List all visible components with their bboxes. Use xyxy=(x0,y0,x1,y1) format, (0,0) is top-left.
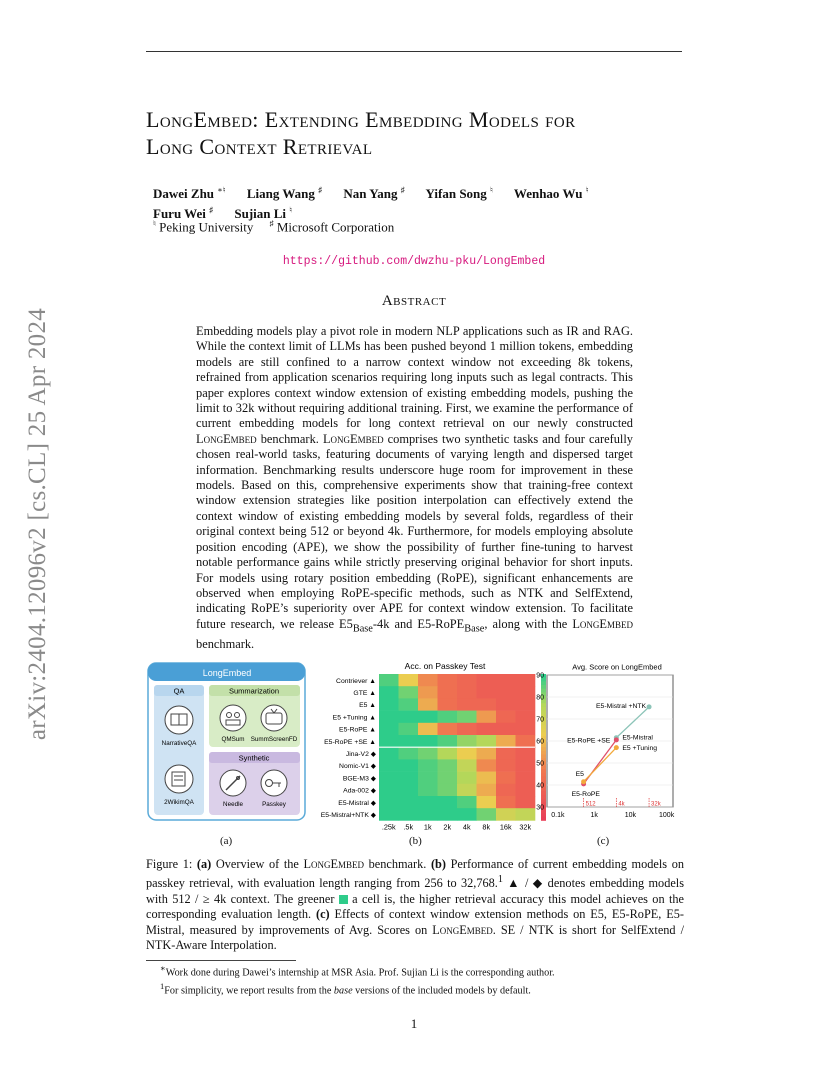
figure-1 xyxy=(147,660,687,850)
heatmap-cell xyxy=(457,759,477,772)
heatmap-cell xyxy=(438,784,458,797)
heatmap-cell xyxy=(418,698,438,711)
heatmap-cell xyxy=(399,796,419,809)
top-rule xyxy=(146,51,682,52)
heatmap-cell xyxy=(379,686,399,699)
author: Yifan Song ♮ xyxy=(425,186,493,202)
sub-label-a: (a) xyxy=(220,835,233,847)
task-label: SummScreenFD xyxy=(250,736,298,743)
heatmap-cell xyxy=(399,698,419,711)
heatmap-cell xyxy=(496,686,516,699)
heatmap-cell xyxy=(438,759,458,772)
series-end-point xyxy=(614,737,619,742)
footnote-rule xyxy=(146,960,296,961)
heatmap-cell xyxy=(438,711,458,724)
heatmap-cell xyxy=(379,674,399,687)
panel-c-scatter xyxy=(527,660,677,830)
heatmap-row-label: Nomic-V1 ◆ xyxy=(339,763,376,771)
heatmap-cell xyxy=(496,772,516,785)
heatmap-cell xyxy=(457,711,477,724)
window-marker-label: 32k xyxy=(651,801,661,808)
series-end-point xyxy=(614,745,619,750)
series-end-point xyxy=(647,704,652,709)
heatmap-cell xyxy=(496,711,516,724)
heatmap-cell xyxy=(438,674,458,687)
heatmap-col-label: 32k xyxy=(519,822,532,832)
heatmap-cell xyxy=(477,735,497,748)
y-tick-label: 50 xyxy=(536,760,544,768)
heatmap-row-label: Jina-V2 ◆ xyxy=(345,750,376,758)
heatmap-cell xyxy=(438,747,458,760)
y-tick-label: 90 xyxy=(536,672,544,680)
heatmap-cell xyxy=(418,796,438,809)
heatmap-cell xyxy=(379,698,399,711)
heatmap-cell xyxy=(379,723,399,736)
heatmap-col-label: .5k xyxy=(403,822,414,832)
y-tick-label: 80 xyxy=(536,694,544,702)
window-marker-label: 512 xyxy=(585,801,596,808)
heatmap-cell xyxy=(418,808,438,821)
heatmap-cell xyxy=(496,808,516,821)
qa-title: QA xyxy=(173,686,185,696)
heatmap-cell xyxy=(438,723,458,736)
author: Sujian Li ♮ xyxy=(234,205,293,221)
paper-title xyxy=(146,106,706,160)
heatmap-cell xyxy=(399,735,419,748)
heatmap-row-label: Ada-002 ◆ xyxy=(343,787,376,795)
heatmap-cell xyxy=(438,796,458,809)
heatmap-cell xyxy=(496,723,516,736)
heatmap-cell xyxy=(379,772,399,785)
heatmap-cell xyxy=(399,784,419,797)
page-number: 1 xyxy=(410,1016,418,1031)
heatmap-cell xyxy=(379,747,399,760)
arxiv-stamp: arXiv:2404.12096v2 [cs.CL] 25 Apr 2024 xyxy=(24,307,51,741)
heatmap-cell xyxy=(379,759,399,772)
heatmap-row-label: E5-Mistral+NTK ◆ xyxy=(320,811,376,819)
title-line-1: LongEmbed: Extending Embedding Models for xyxy=(146,107,576,132)
heatmap-cell xyxy=(399,772,419,785)
footnotes xyxy=(146,962,684,998)
heatmap-cell xyxy=(496,759,516,772)
heatmap-cell xyxy=(477,747,497,760)
scatter-title: Avg. Score on LongEmbed xyxy=(572,662,662,672)
heatmap-cell xyxy=(477,698,497,711)
heatmap-cell xyxy=(457,698,477,711)
figure-caption: Figure 1: (a) Overview of the LongEmbed benchmark. (b) Performance of current embedding models on passkey retrieval, with evaluation length ranging from 256 to 32,768.$^1$ ▲ / ◆ denotes embedding models with 512 / ≥ 4k context. The greener a cell is, the higher retrieval accuracy this model achieves on the corresponding evaluation length. (c) Effects of context window extension methods on E5, E5-RoPE, E5-Mistral, measured by improvements of Avg. Scores on LongEmbed. SE / NTK is short for SelfExtend / NTK-Aware Interpolation. xyxy=(146,857,685,953)
heatmap-row-label: E5 +Tuning ▲ xyxy=(332,714,376,722)
heatmap-row-label: Contriever ▲ xyxy=(336,677,376,685)
heatmap-row-label: BGE-M3 ◆ xyxy=(342,775,376,783)
series-label: E5-RoPE +SE xyxy=(567,737,611,745)
heatmap-col-label: .25k xyxy=(381,822,396,832)
heatmap-cell xyxy=(399,808,419,821)
green-swatch xyxy=(339,895,348,904)
author: Nan Yang ♯ xyxy=(343,186,405,202)
panel-a-header: LongEmbed xyxy=(202,668,252,678)
series-label: E5-Mistral xyxy=(622,734,653,742)
heatmap-cell xyxy=(399,686,419,699)
heatmap-row-label: E5-RoPE ▲ xyxy=(339,726,376,734)
summ-title: Summarization xyxy=(228,686,280,696)
heatmap-cell xyxy=(418,674,438,687)
panel-b-heatmap xyxy=(319,660,532,832)
y-tick-label: 70 xyxy=(536,716,544,724)
heatmap-cell xyxy=(457,735,477,748)
heatmap-cell xyxy=(379,784,399,797)
heatmap-row-label: E5 ▲ xyxy=(359,702,376,710)
heatmap-col-label: 2k xyxy=(443,822,452,832)
author: Furu Wei ♯ xyxy=(153,205,214,221)
heatmap-cell xyxy=(457,723,477,736)
abstract-heading: Abstract xyxy=(381,293,447,309)
task-label: Needle xyxy=(223,801,243,808)
heatmap-cell xyxy=(496,674,516,687)
series-label: E5 +Tuning xyxy=(622,745,658,753)
github-link[interactable]: https://github.com/dwzhu-pku/LongEmbed xyxy=(282,255,546,268)
heatmap-cell xyxy=(418,735,438,748)
heatmap-cell xyxy=(379,796,399,809)
qa-group xyxy=(154,685,204,815)
heatmap-cell xyxy=(418,759,438,772)
task-label: QMSum xyxy=(221,736,245,743)
heatmap-cell xyxy=(379,735,399,748)
series-label: E5 xyxy=(575,771,584,778)
author: Dawei Zhu ∗♮ xyxy=(153,186,226,202)
x-tick-label: 10k xyxy=(624,812,637,819)
heatmap-cell xyxy=(457,674,477,687)
author-list xyxy=(153,183,673,222)
heatmap-cell xyxy=(457,747,477,760)
narrativeqa-icon xyxy=(165,706,193,734)
x-tick-label: 0.1k xyxy=(551,812,565,819)
qmsum-icon xyxy=(220,705,246,731)
heatmap-cell xyxy=(418,723,438,736)
task-label: NarrativeQA xyxy=(161,740,197,747)
heatmap-cell xyxy=(496,747,516,760)
heatmap-col-label: 4k xyxy=(462,822,471,832)
series-label: E5-Mistral +NTK xyxy=(596,702,647,710)
heatmap-row-label: E5-Mistral ◆ xyxy=(338,799,376,807)
y-tick-label: 60 xyxy=(536,738,544,746)
heatmap-col-label: 8k xyxy=(482,822,491,832)
heatmap-cell xyxy=(418,747,438,760)
heatmap-cell xyxy=(399,723,419,736)
series-start-point xyxy=(581,779,586,784)
author: Liang Wang ♯ xyxy=(246,186,323,202)
needle-icon xyxy=(220,770,246,796)
heatmap-cell xyxy=(438,735,458,748)
heatmap-cell xyxy=(496,784,516,797)
tv-icon xyxy=(261,705,287,731)
heatmap-cell xyxy=(438,808,458,821)
heatmap-cell xyxy=(457,686,477,699)
heatmap-cell xyxy=(418,784,438,797)
heatmap-cell xyxy=(457,808,477,821)
series-label: E5-RoPE xyxy=(571,790,600,798)
heatmap-cell xyxy=(496,796,516,809)
window-marker-label: 4k xyxy=(618,801,625,808)
abstract-body: Embedding models play a pivot role in modern NLP applications such as IR and RAG. While the context limit of LLMs has been pushed beyond 1 million tokens, embedding models are still confined to a narrow context window not exceeding 8k tokens, refrained from application scenarios requiring long inputs such as legal contracts. This paper explores context window extension of existing embedding models, pushing the limit to 32k without requiring additional training. First, we examine the performance of current embedding models for long context retrieval on our newly constructed LongEmbed benchmark. LongEmbed comprises two synthetic tasks and four carefully chosen real-world tasks, featuring documents of varying length and dispersed target information. Benchmarking results underscore huge room for improvement in these models. Based on this, comprehensive experiments show that training-free context window extension strategies like position interpolation can effectively extend the context window of existing embedding models by several folds, regardless of their original context being 512 or beyond 4k. Furthermore, for models employing absolute position encoding (APE), we show the possibility of further fine-tuning to harvest notable performance gains while strictly preserving original behavior for short inputs. For models using rotary position embedding (RoPE), significant enhancements are observed when employing RoPE-specific methods, such as NTK and SelfExtend, indicating RoPE’s superiority over APE for context window extension. To facilitate future research, we release $E5_{Base}-4k$ and E5-RoPE$_{Base}$, along with the LongEmbed benchmark. xyxy=(196,324,633,651)
series-arrow xyxy=(584,748,617,782)
heatmap-cell xyxy=(477,808,497,821)
heatmap-cell xyxy=(496,735,516,748)
heatmap-cell xyxy=(457,784,477,797)
wiki-icon xyxy=(165,765,193,793)
heatmap-title: Acc. on Passkey Test xyxy=(404,661,486,671)
heatmap-col-label: 1k xyxy=(423,822,432,832)
y-tick-label: 40 xyxy=(536,782,544,790)
heatmap-cell xyxy=(379,808,399,821)
title-line-2: Long Context Retrieval xyxy=(146,134,373,159)
heatmap-col-label: 16k xyxy=(499,822,512,832)
heatmap-cell xyxy=(379,711,399,724)
heatmap-cell xyxy=(477,674,497,687)
heatmap-cell xyxy=(399,674,419,687)
heatmap-cell xyxy=(477,796,497,809)
task-label: Passkey xyxy=(262,801,286,808)
heatmap-cell xyxy=(399,711,419,724)
passkey-icon xyxy=(261,770,287,796)
heatmap-cell xyxy=(477,784,497,797)
x-tick-label: 100k xyxy=(659,812,675,819)
heatmap-cell xyxy=(457,796,477,809)
heatmap-cell xyxy=(418,772,438,785)
heatmap-cell xyxy=(477,686,497,699)
sub-label-c: (c) xyxy=(597,835,610,847)
footnote-1: ∗Work done during Dawei’s internship at MSR Asia. Prof. Sujian Li is the corresponding author. xyxy=(160,963,555,979)
task-label: 2WikimQA xyxy=(164,799,194,806)
heatmap-row-label: GTE ▲ xyxy=(353,689,376,697)
heatmap-cell xyxy=(477,723,497,736)
x-tick-label: 1k xyxy=(590,812,598,819)
series-arrow xyxy=(616,707,649,738)
heatmap-cell xyxy=(477,711,497,724)
heatmap-cell xyxy=(457,772,477,785)
heatmap-cell xyxy=(496,698,516,711)
heatmap-cell xyxy=(438,698,458,711)
footnote-2: $^1$For simplicity, we report results from the base versions of the included models by default. xyxy=(160,980,531,997)
heatmap-cell xyxy=(418,711,438,724)
heatmap-cell xyxy=(399,747,419,760)
heatmap-cell xyxy=(477,759,497,772)
panel-a-overview xyxy=(147,662,307,822)
heatmap-cell xyxy=(477,772,497,785)
affiliations: ♮ Peking University ♯ Microsoft Corporation xyxy=(153,219,395,235)
heatmap-cell xyxy=(438,772,458,785)
heatmap-row-label: E5-RoPE +SE ▲ xyxy=(324,738,376,746)
heatmap-cell xyxy=(418,686,438,699)
y-tick-label: 30 xyxy=(536,804,544,812)
heatmap-cell xyxy=(399,759,419,772)
heatmap-cell xyxy=(438,686,458,699)
author: Wenhao Wu ♮ xyxy=(513,186,589,202)
synth-title: Synthetic xyxy=(238,753,270,763)
sub-label-b: (b) xyxy=(409,835,422,847)
